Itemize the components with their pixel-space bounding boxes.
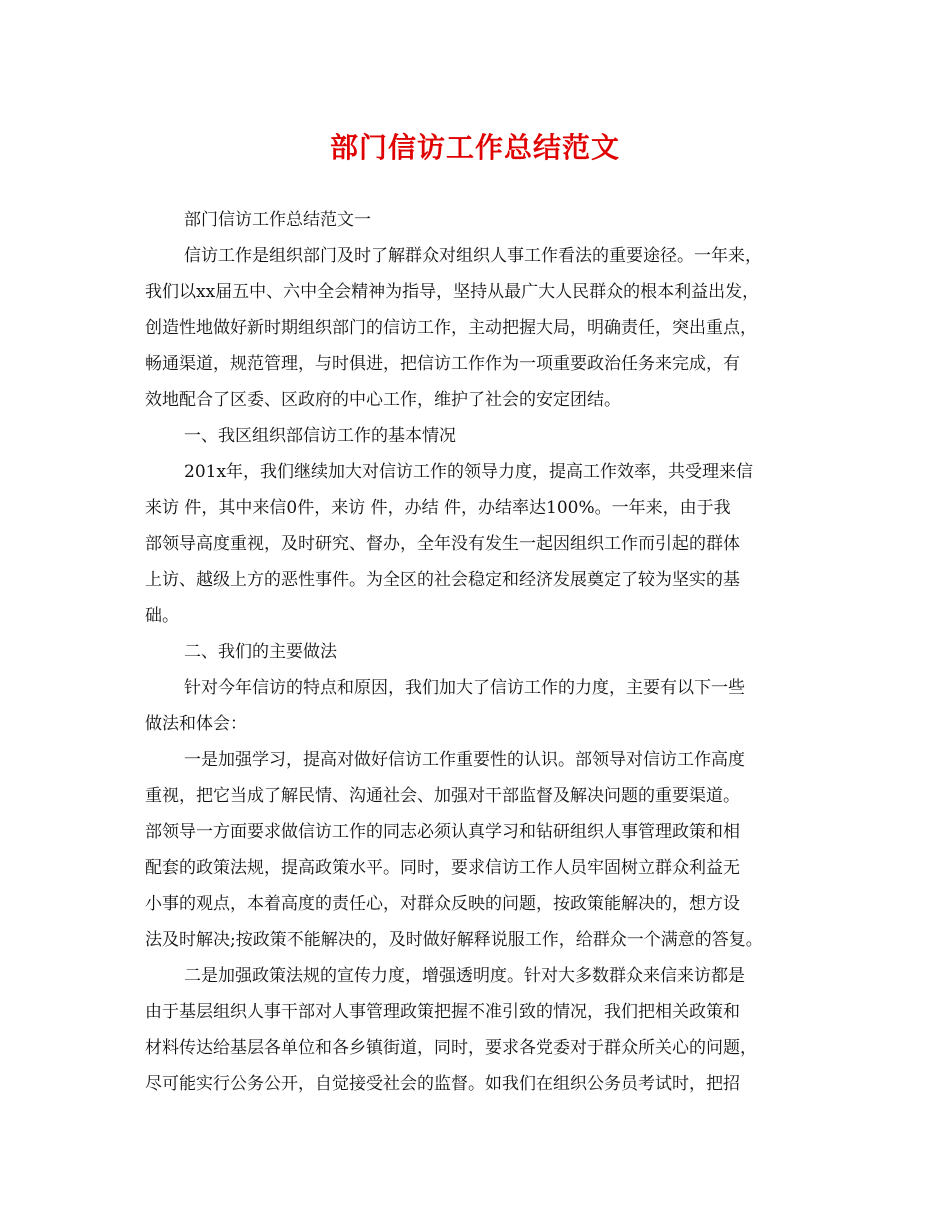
paragraph-line: 法及时解决;按政策不能解决的，及时做好解释说服工作，给群众一个满意的答复。 [145, 930, 763, 950]
paragraph-line: 我们以xx届五中、六中全会精神为指导，坚持从最广大人民群众的根本利益出发， [145, 282, 760, 302]
paragraph-line: 尽可能实行公务公开，自觉接受社会的监督。如我们在组织公务员考试时，把招 [145, 1074, 740, 1094]
paragraph-line: 材料传达给基层各单位和各乡镇街道，同时，要求各党委对于群众所关心的问题， [145, 1038, 757, 1058]
paragraph-line: 小事的观点，本着高度的责任心，对群众反映的问题，按政策能解决的，想方设 [145, 894, 740, 914]
paragraph-line: 上访、越级上方的恶性事件。为全区的社会稳定和经济发展奠定了较为坚实的基 [145, 570, 740, 590]
paragraph-line: 二是加强政策法规的宣传力度，增强透明度。针对大多数群众来信来访都是 [184, 966, 745, 986]
paragraph-line: 201x年，我们继续加大对信访工作的领导力度，提高工作效率，共受理来信 [184, 462, 754, 482]
paragraph-line: 由于基层组织人事干部对人事管理政策把握不准引致的情况，我们把相关政策和 [145, 1002, 740, 1022]
paragraph-line: 部领导一方面要求做信访工作的同志必须认真学习和钻研组织人事管理政策和相 [145, 822, 740, 842]
paragraph-line: 部领导高度重视，及时研究、督办，全年没有发生一起因组织工作而引起的群体 [145, 534, 740, 554]
document-title: 部门信访工作总结范文 [329, 131, 620, 164]
paragraph-line: 配套的政策法规，提高政策水平。同时，要求信访工作人员牢固树立群众利益无 [145, 858, 740, 878]
section-heading: 二、我们的主要做法 [184, 642, 337, 662]
paragraph-line: 效地配合了区委、区政府的中心工作，维护了社会的安定团结。 [145, 390, 621, 410]
paragraph-line: 来访 件，其中来信0件，来访 件，办结 件，办结率达100%。一年来，由于我 [145, 498, 731, 518]
paragraph-line: 础。 [145, 606, 179, 626]
paragraph-line: 信访工作是组织部门及时了解群众对组织人事工作看法的重要途径。一年来， [184, 246, 762, 266]
paragraph-line: 创造性地做好新时期组织部门的信访工作，主动把握大局，明确责任，突出重点， [145, 318, 757, 338]
paragraph-line: 部门信访工作总结范文一 [184, 210, 371, 230]
paragraph-line: 一是加强学习，提高对做好信访工作重要性的认识。部领导对信访工作高度 [184, 750, 745, 770]
section-heading: 一、我区组织部信访工作的基本情况 [184, 426, 456, 446]
paragraph-line: 做法和体会： [145, 714, 247, 734]
paragraph-line: 针对今年信访的特点和原因，我们加大了信访工作的力度，主要有以下一些 [184, 678, 745, 698]
paragraph-line: 重视，把它当成了解民情、沟通社会、加强对干部监督及解决问题的重要渠道。 [145, 786, 740, 806]
paragraph-line: 畅通渠道，规范管理，与时俱进，把信访工作作为一项重要政治任务来完成，有 [145, 354, 740, 374]
